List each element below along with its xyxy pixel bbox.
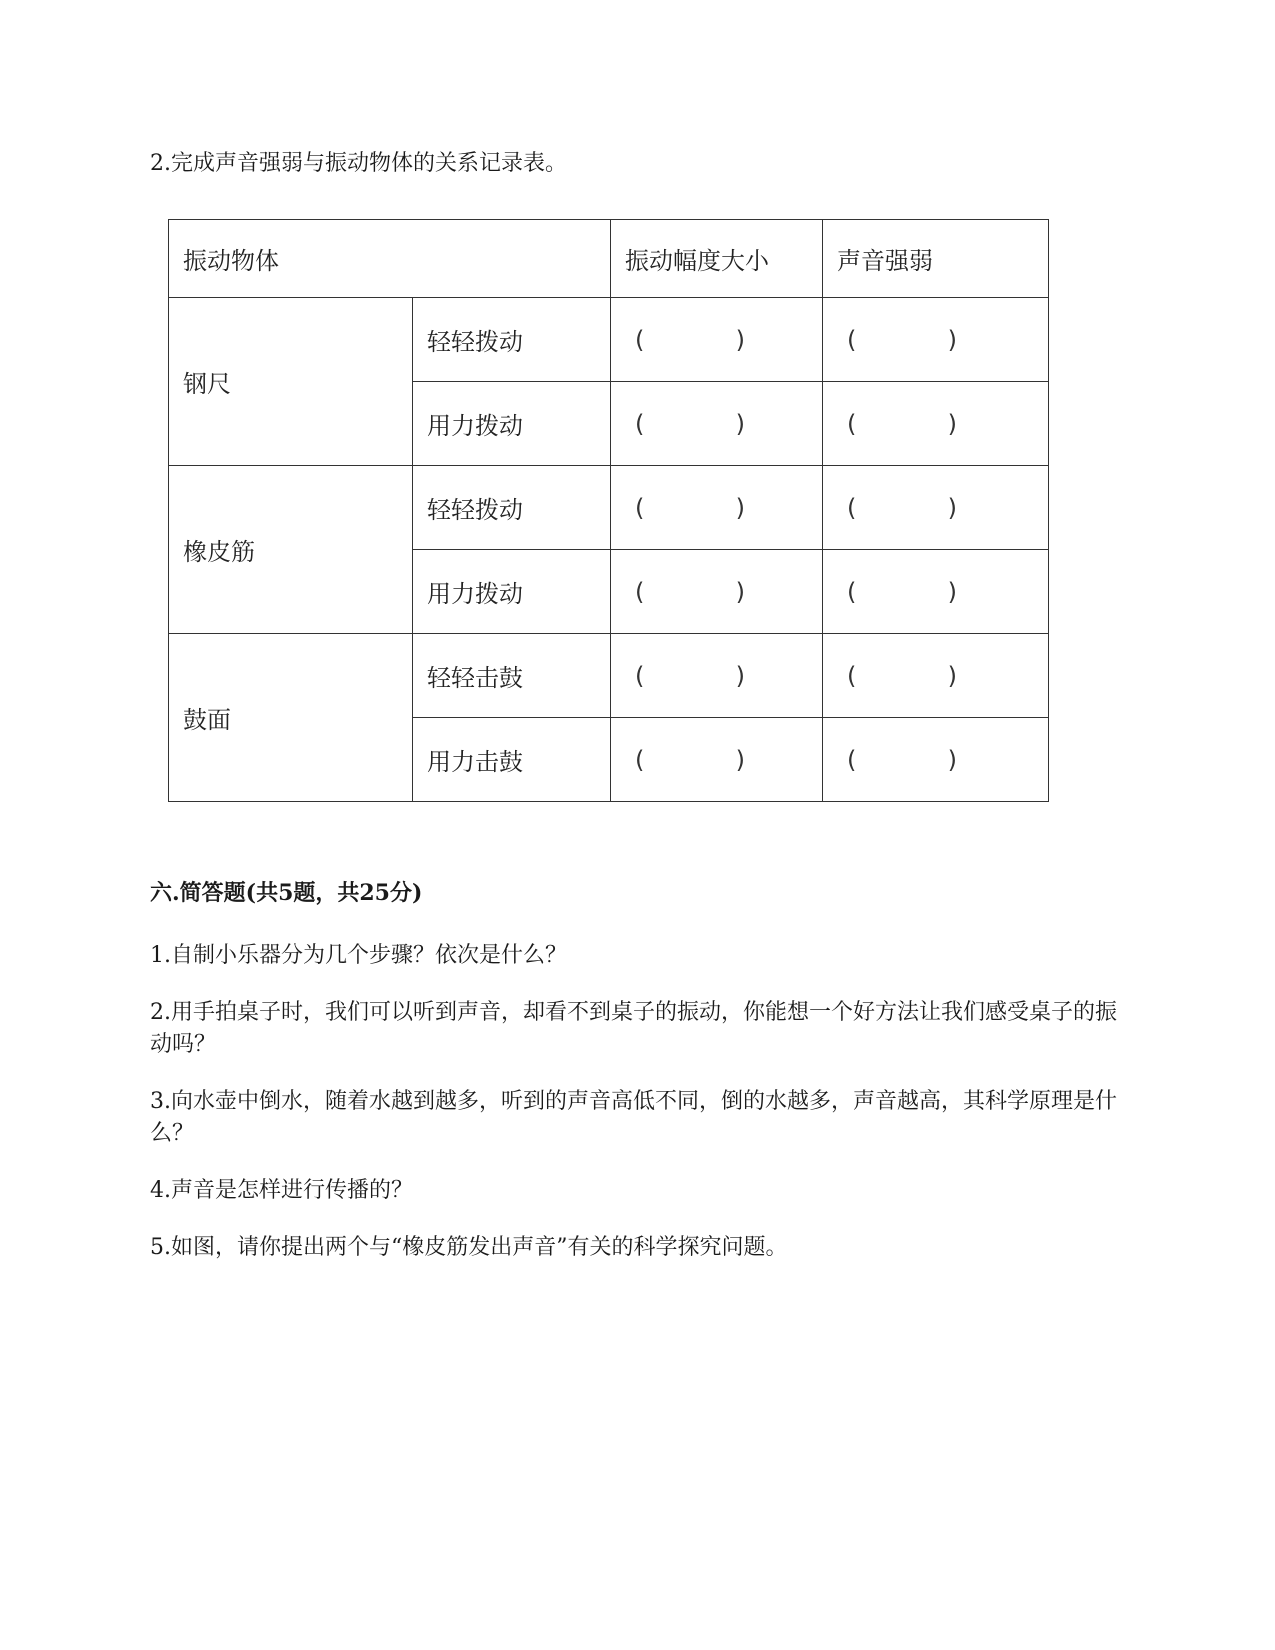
object-cell: 钢尺 (169, 298, 413, 466)
close-paren: ) (947, 493, 957, 522)
close-paren: ) (735, 661, 745, 690)
table-row (169, 466, 1049, 550)
amplitude-answer-cell[interactable] (611, 718, 823, 802)
amplitude-answer-cell[interactable] (611, 382, 823, 466)
question-2-title: 2.完成声音强弱与振动物体的关系记录表。 (150, 151, 567, 176)
close-paren: ) (947, 409, 957, 438)
question-item: 4.声音是怎样进行传播的？ (150, 1178, 413, 1203)
open-paren: ( (635, 325, 645, 354)
close-paren: ) (947, 325, 957, 354)
open-paren: ( (847, 661, 857, 690)
close-paren: ) (947, 745, 957, 774)
amplitude-answer-cell[interactable] (611, 634, 823, 718)
amplitude-answer-cell[interactable] (611, 466, 823, 550)
action-cell: 用力拨动 (413, 382, 611, 466)
close-paren: ) (735, 409, 745, 438)
open-paren: ( (847, 493, 857, 522)
record-table (168, 219, 1049, 802)
header-amplitude: 振动幅度大小 (611, 220, 823, 298)
open-paren: ( (635, 661, 645, 690)
close-paren: ) (735, 745, 745, 774)
action-cell: 用力拨动 (413, 550, 611, 634)
open-paren: ( (847, 577, 857, 606)
close-paren: ) (947, 661, 957, 690)
header-sound-strength: 声音强弱 (823, 220, 1049, 298)
sound-answer-cell[interactable] (823, 466, 1049, 550)
table-row (169, 634, 1049, 718)
amplitude-answer-cell[interactable] (611, 550, 823, 634)
amplitude-answer-cell[interactable] (611, 298, 823, 382)
open-paren: ( (635, 409, 645, 438)
open-paren: ( (847, 325, 857, 354)
open-paren: ( (635, 577, 645, 606)
close-paren: ) (735, 577, 745, 606)
open-paren: ( (635, 745, 645, 774)
open-paren: ( (847, 745, 857, 774)
question-item: 1.自制小乐器分为几个步骤？依次是什么？ (150, 943, 567, 968)
sound-answer-cell[interactable] (823, 718, 1049, 802)
section-title: 六.简答题(共5题，共25分) (150, 880, 423, 906)
open-paren: ( (847, 409, 857, 438)
table-header-row (169, 220, 1049, 298)
sound-answer-cell[interactable] (823, 550, 1049, 634)
question-item: 2.用手拍桌子时，我们可以听到声音，却看不到桌子的振动，你能想一个好方法让我们感受桌子的振动吗？ (150, 1000, 1117, 1057)
sound-answer-cell[interactable] (823, 298, 1049, 382)
action-cell: 轻轻拨动 (413, 466, 611, 550)
sound-answer-cell[interactable] (823, 634, 1049, 718)
object-cell: 鼓面 (169, 634, 413, 802)
action-cell: 轻轻击鼓 (413, 634, 611, 718)
question-item: 5.如图，请你提出两个与“橡皮筋发出声音”有关的科学探究问题。 (150, 1235, 788, 1260)
close-paren: ) (735, 325, 745, 354)
sound-answer-cell[interactable] (823, 382, 1049, 466)
table-row (169, 298, 1049, 382)
question-item: 3.向水壶中倒水，随着水越到越多，听到的声音高低不同，倒的水越多，声音越高，其科学原理是什么？ (150, 1089, 1117, 1146)
action-cell: 用力击鼓 (413, 718, 611, 802)
header-vibrating-object: 振动物体 (169, 220, 611, 298)
close-paren: ) (947, 577, 957, 606)
open-paren: ( (635, 493, 645, 522)
object-cell: 橡皮筋 (169, 466, 413, 634)
action-cell: 轻轻拨动 (413, 298, 611, 382)
close-paren: ) (735, 493, 745, 522)
